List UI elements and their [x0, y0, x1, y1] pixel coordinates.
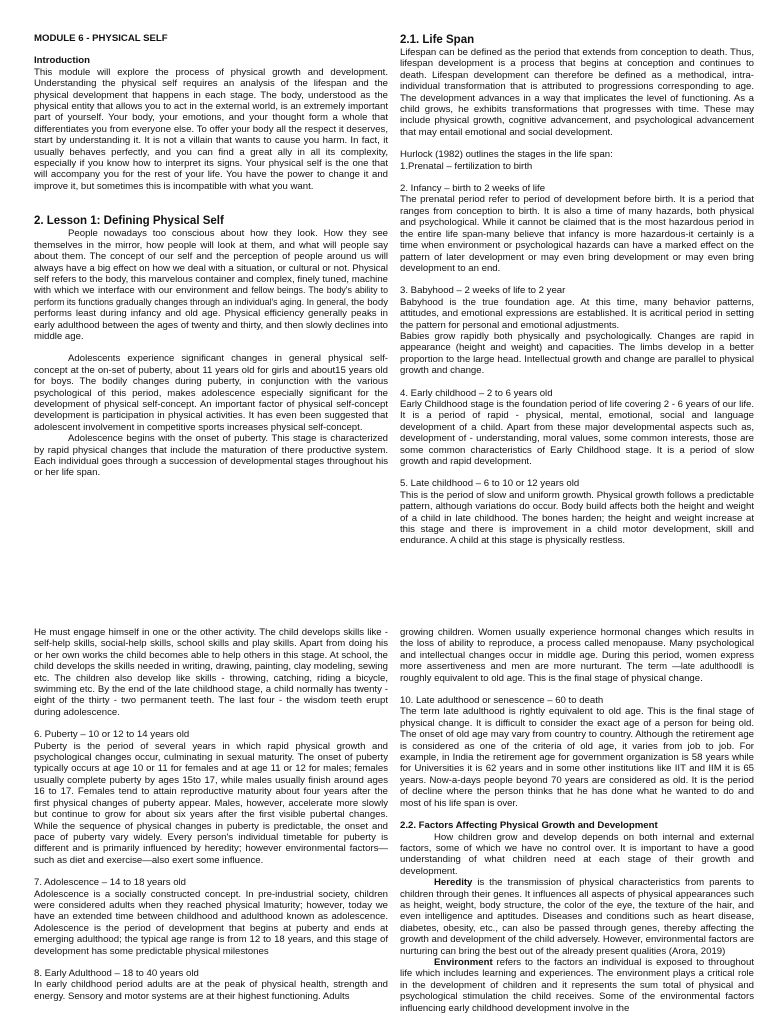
lesson-paragraph-1 — [34, 228, 388, 342]
environment-text: refers to the factors an individual is exposed to throughout life which includes learning and experiences. The environment plays a critical role in the development of children and it represents the sum total of physical and psychological stimulation the child receives. Some of the environmental factors influencing early childhood development involve in the — [400, 956, 755, 1014]
late-childhood-text: This is the period of slow and uniform growth. Physical growth follows a predictable pattern, although variations do occur. Body build affects both the height and weight of a child in late childhood. The bones harden; the height and weight increase at this stage and there is improvement in a child motor development, skill and endurance. A child at this stage is physically restless. — [400, 489, 754, 547]
infancy-title: 2. Infancy – birth to 2 weeks of life — [400, 183, 546, 195]
column-left-bottom — [34, 627, 388, 1002]
column-right-bottom — [400, 627, 754, 1014]
lesson-paragraph-1c: the body performs least during infancy and old age. Physical efficiency generally peaks in early adulthood between the ages of twenty and thirty, and then slowly declines into middle age. — [34, 296, 388, 342]
early-adulthood-title: 8. Early Adulthood – 18 to 40 years old — [34, 967, 199, 979]
babyhood-text-2: Babies grow rapidly both physically and psychologically. Changes are rapid in appearance (height and weight) and capacities. The limbs develop in a better proportion to the large head. Intellectual growth and change are parallel to physical growth and change. — [400, 330, 754, 377]
adolescence-text: Adolescence is a socially constructed concept. In pre-industrial society, children were considered adults when they reached physical lmaturity; however, today we have an extended time between childhood and adulthood known as adolescence. Adolescence is the period of development that begins at puberty and ends at emerging adulthood; the typical age range is from 12 to 18 years, and this stage of development has some predictable physical milestones — [34, 888, 388, 957]
early-adulthood-text: In early childhood period adults are at the peak of physical health, strength and energy. Sensory and motor systems are at their highest functioning. Adults — [34, 979, 388, 1002]
lesson-paragraph-1a: People nowadays too conscious about how they look. How they see themselves in the mirror, how people will look at them, and what will people say about them. The concept of our self and the perception of people around us will always have a big effect on how we deal with a situation, or cultural or not. Physical self refers to the body, this marvelous container and complex, finely tuned, machine with which we interface with our environment and — [34, 228, 388, 297]
module-title: MODULE 6 - PHYSICAL SELF — [34, 33, 168, 44]
lifespan-text: Lifespan can be defined as the period that extends from conception to death. Thus, lifespan development is a process that begins at conception and continues to death. Lifespan development can therefore be defined as a methodical, intra-individual transformation that is attributed to progressions corresponding to age. The development advances in a way that implicates the level of functioning. As a child grows, he exhibits transformations that progresses with time. These may include physical growth, cognitive advancement, and psychological advancement that may entail emotional and social development. — [400, 47, 754, 138]
adolescence-title: 7. Adolescence – 14 to 18 years old — [34, 877, 187, 889]
column-left-top — [34, 33, 388, 479]
environment-term: Environment — [434, 956, 493, 968]
heredity-text: is the transmission of physical characteristics from parents to children through their genes. It influences all aspects of physical appearances such as height, weight, body structure, the color of the eye, the texture of the hair, and even intelligence and aptitudes. Diseases and conditions such as heart disease, diabetes, obesity, etc., can also be passed through genes, thereby affecting the growth and development of the child adversely. However, environmental factors are nurturing can bring the best out of the already present qualities (Arora, 2019) — [400, 877, 754, 957]
middle-age-text-b: is roughly equivalent to old age. This is the final stage of physical change. — [400, 661, 754, 684]
lesson-paragraph-3: Adolescence begins with the onset of puberty. This stage is characterized by rapid physical changes that include the maturation of there productive system. Each individual goes through a succession of developmental stages throughout his or her life span. — [34, 433, 388, 479]
prenatal-stage: 1.Prenatal – fertilization to birth — [400, 160, 533, 172]
factors-intro: How children grow and develop depends on both internal and external factors, some of which we have no control over. It is important to have a good understanding of what children need at each stage of their growth and development. — [400, 831, 754, 877]
lesson-paragraph-2: Adolescents experience significant changes in general physical self-concept at the on-set of puberty, about 11 years old for girls and about15 years old for boys. The bodily changes during puberty, in conjunction with the various psychological of this period, makes adolescence especially significant for the development of physical self-concept. An important factor of physical self-concept development is participation in physical activities. It has even been suggested that adolescent involvement in competitive sports increases physical self-concept. — [34, 353, 388, 433]
environment-paragraph — [400, 957, 754, 1014]
late-childhood-continued: He must engage himself in one or the other activity. The child develops skills like - self-help skills, social-help skills, school skills and play skills. Apart from doing his or her own works the child becomes able to help others in this stage. At school, the child develops the skills needed in writing, drawing, painting, clay modeling, sewing etc. The children also develop like skills - throwing, catching, riding a bicycle, swimming etc. By the end of the late childhood stage, a child normally has twenty - eight of the thirty - two permanent teeth. The last four - the wisdom teeth erupt during adolescence. — [34, 627, 388, 718]
infancy-text: The prenatal period refer to period of development before birth. It is a period that ranges from conception to birth. It is also a time of many hazards, both physical and psychological. While it cannot be claimed that is the most hazardous period in the entire life span-many believe that infancy is more hazardous-it certainly is a time when environment or psychological hazards can have a marked effect on the pattern of later development or may even bring development or may even bring development to an end. — [400, 194, 754, 274]
late-adulthood-term: ―late adulthood‖ — [672, 661, 743, 672]
lesson-heading: 2. Lesson 1: Defining Physical Self — [34, 215, 224, 228]
introduction-text: This module will explore the process of physical growth and development. Understanding the physical self requires an analysis of the lifespan and the physical development that happens in each stage. The body, understood as the physical entity that allows you to act in the external world, is an extremely important part of yourself. Your body, your emotions, and your thought form a whole that differentiates you from everyone else. To offer your body all the respect it deserves, start by understanding it. It is not a villain that wants to cause you harm. In fact, it usually behaves perfectly, and you can find a great ally in all its complexity, especially if you know how to interpret its signs. Your physical self is the one that will accompany you for the rest of your life. You have the power to change it and improve it, but sometimes this is incompatible with what you want. — [34, 66, 388, 192]
column-right-top — [400, 33, 754, 547]
lifespan-heading: 2.1. Life Span — [400, 34, 475, 46]
puberty-title: 6. Puberty – 10 or 12 to 14 years old — [34, 729, 190, 741]
senescence-title: 10. Late adulthood or senescence – 60 to death — [400, 695, 604, 707]
heredity-term: Heredity — [434, 877, 473, 889]
middle-age-continued — [400, 627, 754, 684]
lesson-paragraph-1b: fellow beings. The body's ability to perform its functions gradually changes through an individual's aging. In general, — [34, 285, 388, 307]
early-childhood-title: 4. Early childhood – 2 to 6 years old — [400, 387, 553, 399]
introduction-heading: Introduction — [34, 55, 90, 67]
babyhood-title: 3. Babyhood – 2 weeks of life to 2 year — [400, 285, 566, 297]
late-childhood-title: 5. Late childhood – 6 to 10 or 12 years old — [400, 478, 580, 490]
puberty-text: Puberty is the period of several years in which rapid physical growth and psychological changes occur, culminating in sexual maturity. The onset of puberty typically occurs at age 10 or 11 for females and at age 11 or 12 for males; females usually complete puberty by ages 15to 17, while males usually finish around ages 16 to 17. Females tend to attain reproductive maturity about four years after the first physical changes of puberty appear. Males, however, accelerate more slowly but continue to grow for about six years after the first visible pubertal changes. While the sequence of physical changes in puberty is predictable, the onset and pace of puberty vary widely. Every person's individual timetable for puberty is different and is primarily influenced by heredity; however environmental factors—such as diet and exercise—also exert some influence. — [34, 740, 388, 866]
middle-age-text-a: growing children. Women usually experience hormonal changes which results in the loss of ability to reproduce, a process called menopause. Many psychological and intellectual changes occur in middle age. During this period, women express more assertiveness and men are more nurturant. The term — [400, 627, 754, 673]
factors-heading: 2.2. Factors Affecting Physical Growth and Development — [400, 820, 658, 832]
hurlock-intro: Hurlock (1982) outlines the stages in the life span: — [400, 149, 613, 161]
senescence-text: The term late adulthood is rightly equivalent to old age. This is the final stage of physical change. It is difficult to consider the exact age of a person for being old. The onset of old age may vary from country to country. Although the retirement age is considered as one of the criteria of old age, it varies from job to job. For example, in India the retirement age for government organization is 58 years while for Universities it is 62 years and in some other institutions like IIT and IIM it is 65 years. Now-a-days people beyond 70 years are considered as old. It is the period of decline where the person thinks that he has done what he wanted to do and most of his life span is over. — [400, 706, 754, 809]
babyhood-text: Babyhood is the true foundation age. At this time, many behavior patterns, attitudes, and emotional expressions are established. It is acritical period in setting the pattern for personal and emotional adjustments. — [400, 296, 754, 331]
early-childhood-text: Early Childhood stage is the foundation period of life covering 2 - 6 years of our life. It is a period of rapid - physical, mental, emotional, social and language development of a child. Apart from these major developmental aspects such as, development of - understanding, moral values, some common interests, those are some common characteristics of Early Childhood stage. It is a period of slow growth and rapid development. — [400, 398, 754, 467]
heredity-paragraph — [400, 877, 754, 957]
